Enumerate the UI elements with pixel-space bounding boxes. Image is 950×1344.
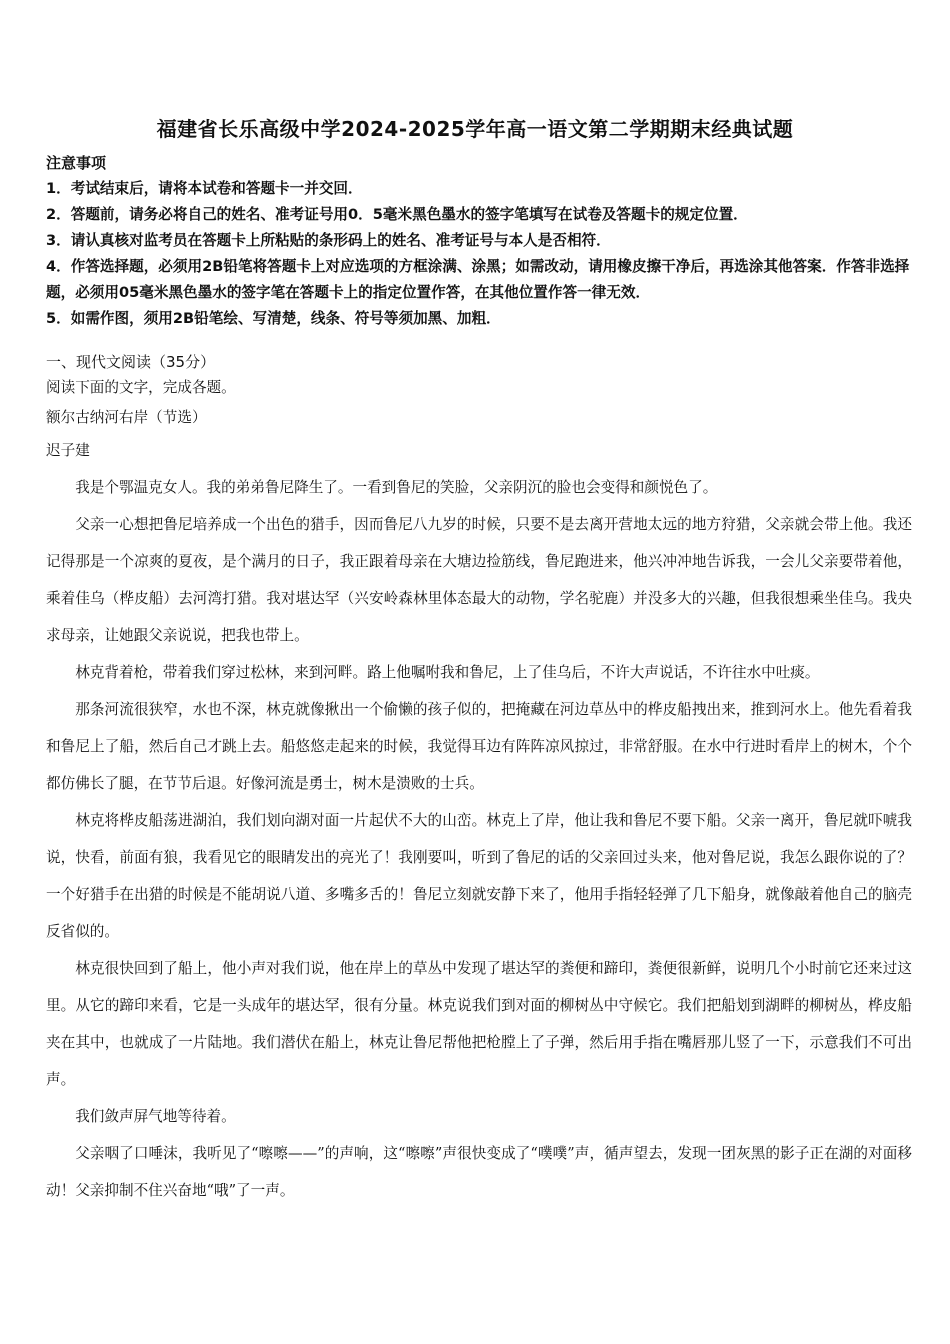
section-instruction: 阅读下面的文字，完成各题。 (46, 379, 236, 396)
notice-item-1: 1．考试结束后，请将本试卷和答题卡一并交回． (46, 180, 363, 197)
article-paragraph: 我是个鄂温克女人。我的弟弟鲁尼降生了。一看到鲁尼的笑脸，父亲阴沉的脸也会变得和颜悦色了。 (75, 479, 718, 496)
article-paragraph: 我们敛声屏气地等待着。 (75, 1108, 236, 1125)
notice-block (46, 150, 912, 332)
notice-item-5: 5．如需作图，须用2B铅笔绘、写清楚，线条、符号等须加黑、加粗． (46, 310, 501, 327)
notice-item-4: 4．作答选择题，必须用2B铅笔将答题卡上对应选项的方框涂满、涂黑；如需改动，请用橡皮擦干净后，再选涂其他答案．作答非选择题，必须用05毫米黑色墨水的签字笔在答题卡上的指定位置作答，在其他位置作答一律无效． (46, 258, 910, 301)
reading-section (46, 350, 912, 1209)
article-paragraph: 林克背着枪，带着我们穿过松林，来到河畔。路上他嘱咐我和鲁尼，上了佳乌后，不许大声说话，不许往水中吐痰。 (75, 664, 820, 681)
section-heading: 一、现代文阅读（35分） (46, 353, 216, 371)
article-author: 迟子建 (46, 442, 90, 459)
notice-item-3: 3．请认真核对监考员在答题卡上所粘贴的条形码上的姓名、准考证号与本人是否相符． (46, 232, 611, 249)
article-paragraph: 父亲一心想把鲁尼培养成一个出色的猎手，因而鲁尼八九岁的时候，只要不是去离开营地太远的地方狩猎，父亲就会带上他。我还记得那是一个凉爽的夏夜，是个满月的日子，我正跟着母亲在大塘边捡筋线，鲁尼跑进来，他兴冲冲地告诉我，一会儿父亲要带着他，乘着佳乌（桦皮船）去河湾打猎。我对堪达罕（兴安岭森林里体态最大的动物，学名驼鹿）并没多大的兴趣，但我很想乘坐佳乌。我央求母亲，让她跟父亲说说，把我也带上。 (46, 516, 912, 644)
article-title: 额尔古纳河右岸（节选） (46, 409, 207, 426)
exam-title: 福建省长乐高级中学2024-2025学年高一语文第二学期期末经典试题 (156, 117, 794, 141)
article-paragraph: 林克很快回到了船上，他小声对我们说，他在岸上的草丛中发现了堪达罕的粪便和蹄印，粪便很新鲜，说明几个小时前它还来过这里。从它的蹄印来看，它是一头成年的堪达罕，很有分量。林克说我们到对面的柳树丛中守候它。我们把船划到湖畔的柳树丛，桦皮船夹在其中，也就成了一片陆地。我们潜伏在船上，林克让鲁尼帮他把枪膛上了子弹，然后用手指在嘴唇那儿竖了一下，示意我们不可出声。 (46, 960, 912, 1088)
notice-heading: 注意事项 (46, 154, 107, 172)
notice-item-2: 2．答题前，请务必将自己的姓名、准考证号用0．5毫米黑色墨水的签字笔填写在试卷及答题卡的规定位置． (46, 206, 748, 223)
article-paragraph: 那条河流很狭窄，水也不深，林克就像揪出一个偷懒的孩子似的，把掩藏在河边草丛中的桦皮船拽出来，推到河水上。他先看着我和鲁尼上了船，然后自己才跳上去。船悠悠走起来的时候，我觉得耳边有阵阵凉风掠过，非常舒服。在水中行进时看岸上的树木，个个都仿佛长了腿，在节节后退。好像河流是勇士，树木是溃败的士兵。 (46, 701, 912, 792)
article-paragraph: 林克将桦皮船荡进湖泊，我们划向湖对面一片起伏不大的山峦。林克上了岸，他让我和鲁尼不要下船。父亲一离开，鲁尼就吓唬我说，快看，前面有狼，我看见它的眼睛发出的亮光了！我刚要叫，听到了鲁尼的话的父亲回过头来，他对鲁尼说，我怎么跟你说的了？一个好猎手在出猎的时候是不能胡说八道、多嘴多舌的！鲁尼立刻就安静下来了，他用手指轻轻弹了几下船身，就像敲着他自己的脑壳反省似的。 (46, 812, 912, 940)
article-paragraph: 父亲咽了口唾沫，我听见了“嚓嚓——”的声响，这“嚓嚓”声很快变成了“噗噗”声，循声望去，发现一团灰黑的影子正在湖的对面移动！父亲抑制不住兴奋地“哦”了一声。 (46, 1145, 912, 1199)
article-body (46, 469, 912, 1209)
